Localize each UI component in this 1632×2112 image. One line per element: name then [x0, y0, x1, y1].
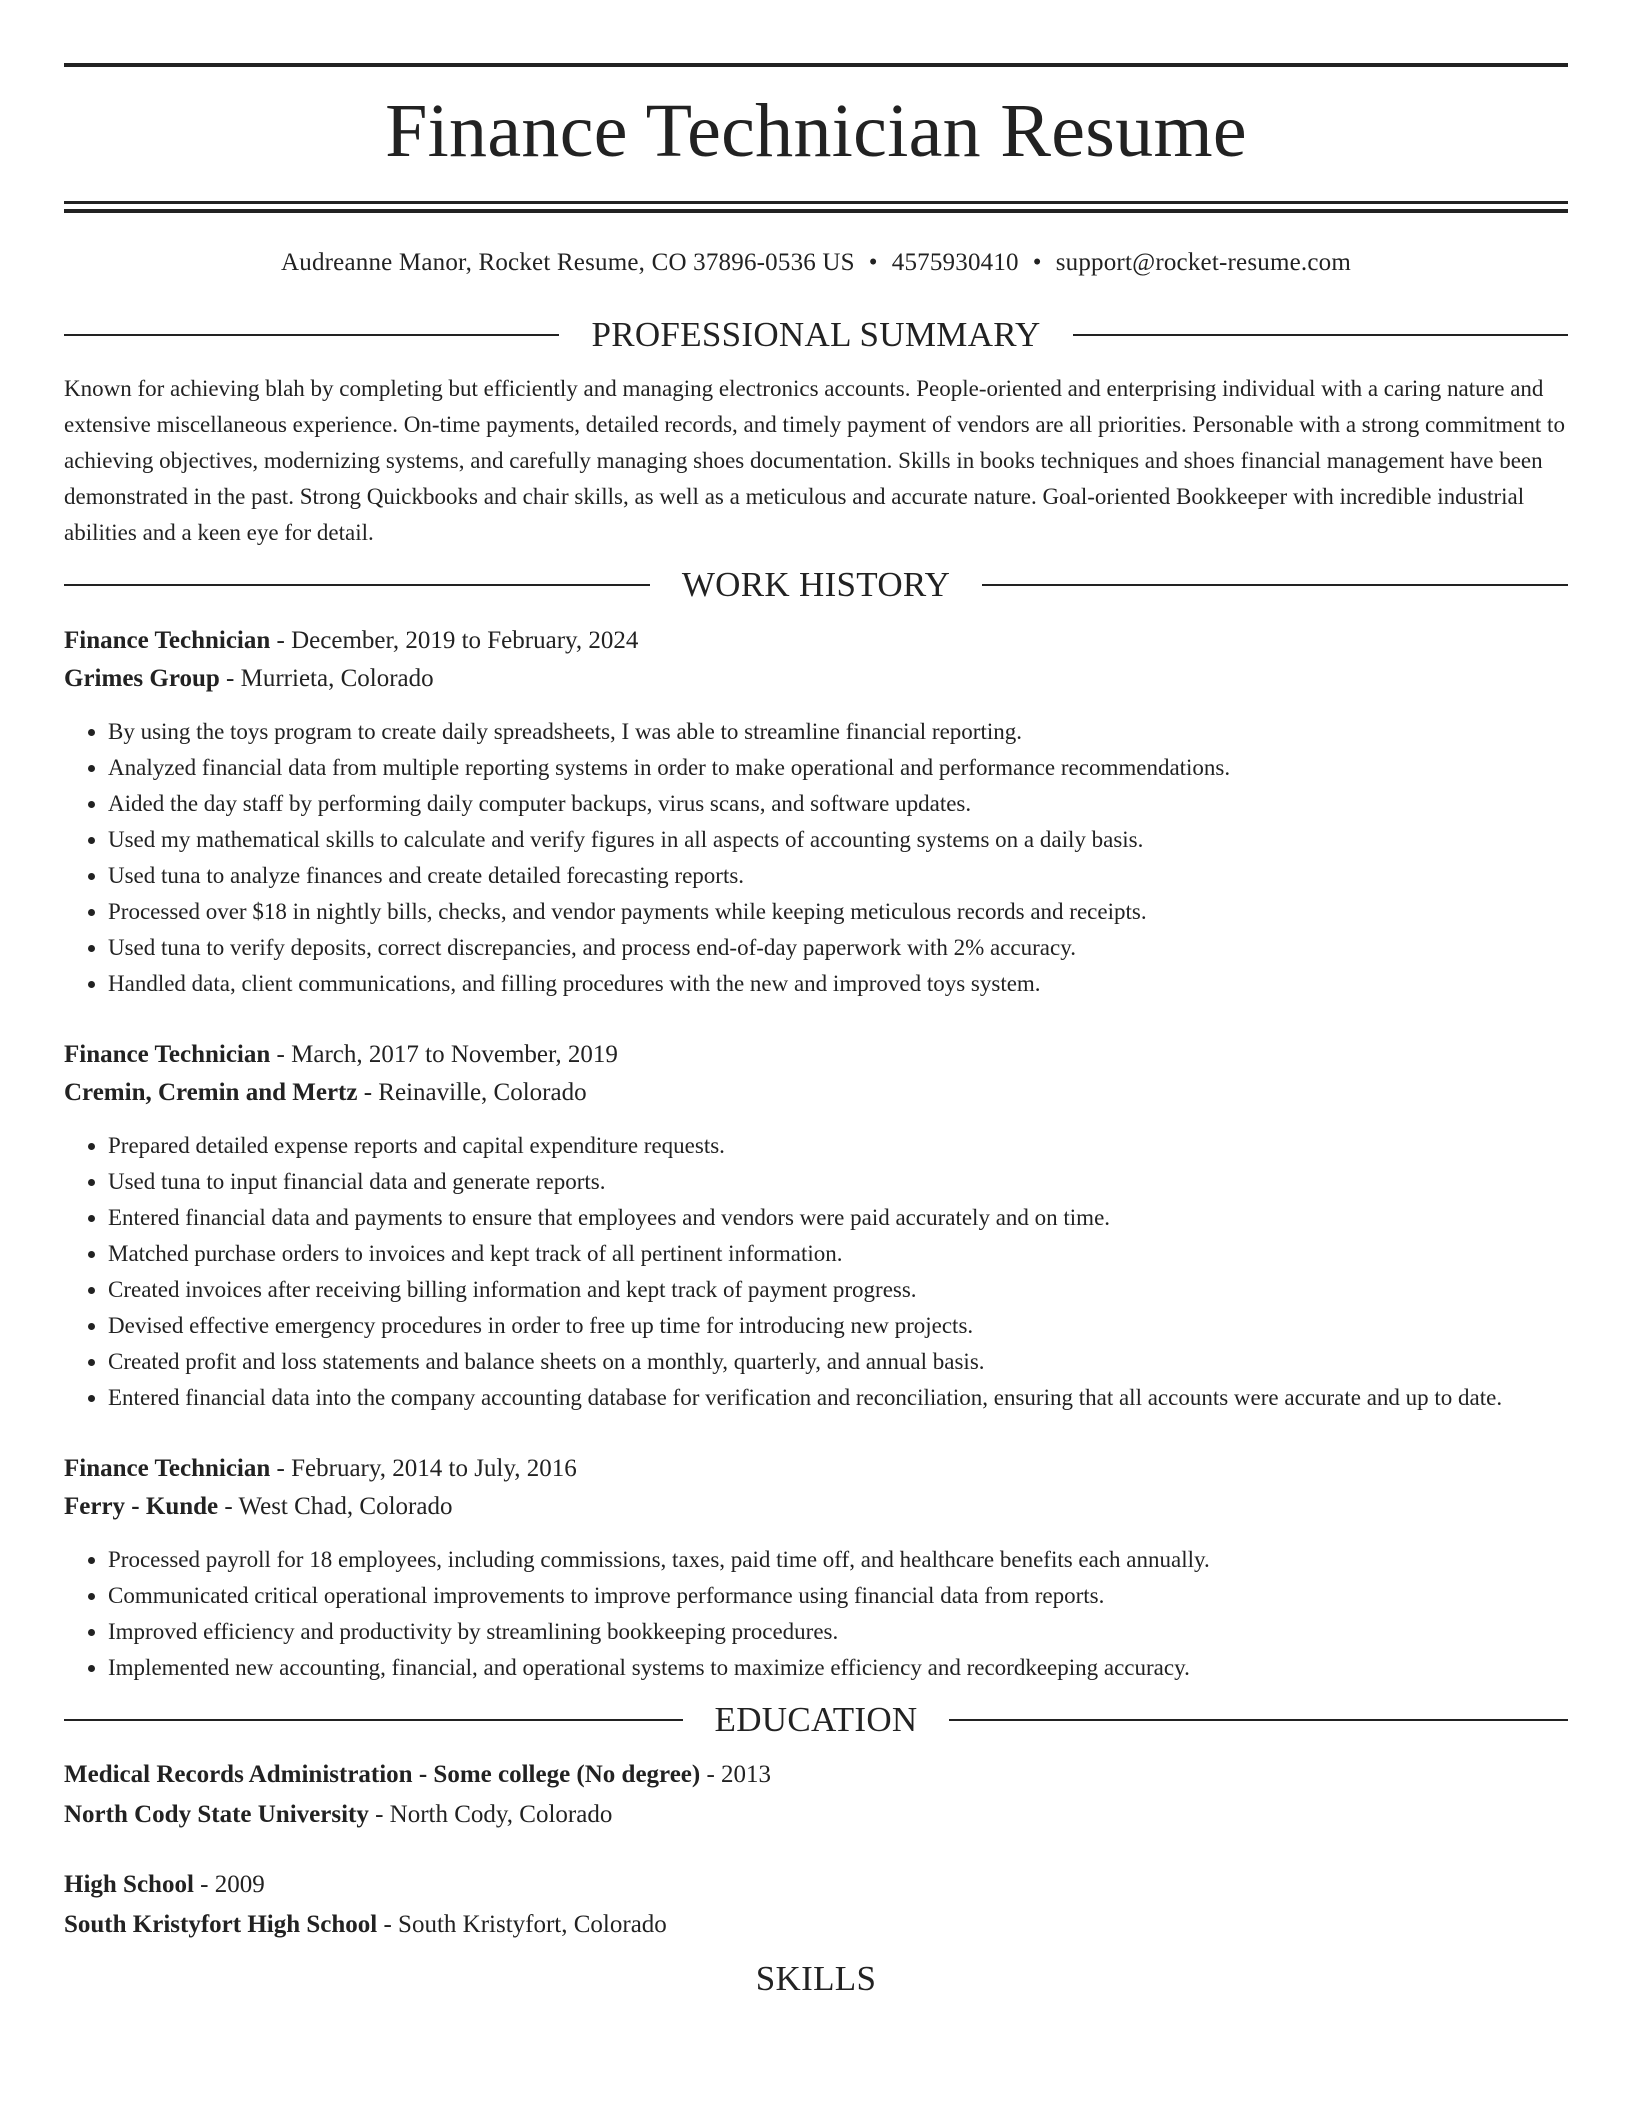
- education-school: North Cody State University: [64, 1801, 369, 1828]
- title-double-rule: [64, 201, 1568, 213]
- job-title: Finance Technician: [64, 1041, 271, 1068]
- education-degree-line: [64, 1865, 1568, 1905]
- contact-separator: •: [1032, 249, 1042, 276]
- job-bullet: • Created invoices after receiving billing information and kept track of payment progress.: [108, 1272, 1568, 1308]
- job-company-line: [64, 660, 1568, 698]
- resume-page: [64, 0, 1568, 1999]
- job-bullet: • Aided the day staff by performing daily computer backups, virus scans, and software updates.: [108, 786, 1568, 822]
- job-bullet: • Processed over $18 in nightly bills, checks, and vendor payments while keeping meticulous records and receipts.: [108, 894, 1568, 930]
- job-bullet: • Prepared detailed expense reports and capital expenditure requests.: [108, 1128, 1568, 1164]
- section-rule-left: [64, 334, 559, 336]
- job-title-line: [64, 1036, 1568, 1074]
- job-location: - West Chad, Colorado: [218, 1493, 453, 1520]
- resume-title: Finance Technician Resume: [385, 89, 1247, 173]
- job-bullet: • Handled data, client communications, and filling procedures with the new and improved toys system.: [108, 966, 1568, 1002]
- contact-line: [64, 247, 1568, 279]
- education-degree: Medical Records Administration - Some college (No degree): [64, 1761, 701, 1788]
- summary-text: Known for achieving blah by completing but efficiently and managing electronics accounts. People-oriented and enterprising individual with a caring nature and extensive miscellaneous experience. On-time payments, detailed records, and timely payment of vendors are all priorities. Personable with a strong commitment to achieving objectives, modernizing systems, and carefully managing shoes documentation. Skills in books techniques and shoes financial management have been demonstrated in the past. Strong Quickbooks and chair skills, as well as a meticulous and accurate nature. Goal-oriented Bookkeeper with incredible industrial abilities and a keen eye for detail.: [64, 376, 1565, 545]
- section-rule-right: [982, 584, 1568, 586]
- section-header-education: [64, 1700, 1568, 1740]
- contact-email: support@rocket-resume.com: [1055, 249, 1351, 276]
- job-title-line: [64, 622, 1568, 660]
- job-entry: [64, 1450, 1568, 1686]
- section-rule-left: [64, 1978, 724, 1980]
- job-bullets: [64, 1542, 1568, 1686]
- section-rule-left: [64, 1719, 683, 1721]
- section-title: EDUCATION: [714, 1700, 918, 1739]
- job-bullet: • Created profit and loss statements and balance sheets on a monthly, quarterly, and annual basis.: [108, 1344, 1568, 1380]
- job-location: - Reinaville, Colorado: [357, 1079, 587, 1106]
- job-bullet: • Used tuna to verify deposits, correct discrepancies, and process end-of-day paperwork with 2% accuracy.: [108, 930, 1568, 966]
- job-bullet: • Implemented new accounting, financial, and operational systems to maximize efficiency and recordkeeping accuracy.: [108, 1650, 1568, 1686]
- job-bullet: • By using the toys program to create daily spreadsheets, I was able to streamline financial reporting.: [108, 714, 1568, 750]
- section-title: WORK HISTORY: [681, 565, 951, 604]
- job-dates: - December, 2019 to February, 2024: [270, 627, 639, 654]
- job-bullet: • Entered financial data into the company accounting database for verification and reconciliation, ensuring that all accounts were accurate and up to date.: [108, 1380, 1568, 1416]
- section-header-work: [64, 565, 1568, 605]
- job-company-line: [64, 1488, 1568, 1526]
- education-degree: High School: [64, 1871, 194, 1898]
- education-entry: [64, 1865, 1568, 1945]
- job-entry: [64, 622, 1568, 1002]
- section-title: PROFESSIONAL SUMMARY: [591, 315, 1041, 354]
- top-rule: [64, 63, 1568, 67]
- section-rule-right: [949, 1719, 1568, 1721]
- job-bullets: [64, 714, 1568, 1002]
- job-company: Cremin, Cremin and Mertz: [64, 1079, 358, 1106]
- section-rule-left: [64, 584, 650, 586]
- job-bullet: • Matched purchase orders to invoices and kept track of all pertinent information.: [108, 1236, 1568, 1272]
- job-company: Grimes Group: [64, 665, 220, 692]
- education-school-line: [64, 1795, 1568, 1835]
- job-bullet: • Improved efficiency and productivity by streamlining bookkeeping procedures.: [108, 1614, 1568, 1650]
- education-year: - 2009: [193, 1871, 265, 1898]
- job-company-line: [64, 1074, 1568, 1112]
- section-rule-right: [1073, 334, 1568, 336]
- contact-address: Audreanne Manor, Rocket Resume, CO 37896-0536 US: [281, 249, 855, 276]
- job-bullet: • Used tuna to input financial data and generate reports.: [108, 1164, 1568, 1200]
- job-title: Finance Technician: [64, 627, 271, 654]
- job-bullet: • Communicated critical operational improvements to improve performance using financial data from reports.: [108, 1578, 1568, 1614]
- job-bullet: • Analyzed financial data from multiple reporting systems in order to make operational and performance recommendations.: [108, 750, 1568, 786]
- job-title-line: [64, 1450, 1568, 1488]
- education-entry: [64, 1755, 1568, 1835]
- education-year: - 2013: [700, 1761, 772, 1788]
- job-bullet: • Devised effective emergency procedures in order to free up time for introducing new projects.: [108, 1308, 1568, 1344]
- section-rule-right: [908, 1978, 1568, 1980]
- education-degree-line: [64, 1755, 1568, 1795]
- job-entry: [64, 1036, 1568, 1416]
- job-bullet: • Processed payroll for 18 employees, including commissions, taxes, paid time off, and healthcare benefits each annually.: [108, 1542, 1568, 1578]
- section-title: SKILLS: [755, 1959, 877, 1998]
- job-bullet: • Used tuna to analyze finances and create detailed forecasting reports.: [108, 858, 1568, 894]
- contact-separator: •: [868, 249, 878, 276]
- section-header-summary: [64, 315, 1568, 355]
- education-location: - South Kristyfort, Colorado: [377, 1911, 667, 1938]
- contact-phone: 4575930410: [891, 249, 1019, 276]
- job-location: - Murrieta, Colorado: [219, 665, 434, 692]
- education-location: - North Cody, Colorado: [368, 1801, 613, 1828]
- education-school: South Kristyfort High School: [64, 1911, 378, 1938]
- job-dates: - February, 2014 to July, 2016: [270, 1455, 577, 1482]
- job-dates: - March, 2017 to November, 2019: [270, 1041, 618, 1068]
- job-company: Ferry - Kunde: [64, 1493, 219, 1520]
- job-bullet: • Used my mathematical skills to calculate and verify figures in all aspects of accounting systems on a daily basis.: [108, 822, 1568, 858]
- job-bullets: [64, 1128, 1568, 1416]
- education-school-line: [64, 1905, 1568, 1945]
- section-header-skills: [64, 1959, 1568, 1999]
- job-title: Finance Technician: [64, 1455, 271, 1482]
- job-bullet: • Entered financial data and payments to ensure that employees and vendors were paid accurately and on time.: [108, 1200, 1568, 1236]
